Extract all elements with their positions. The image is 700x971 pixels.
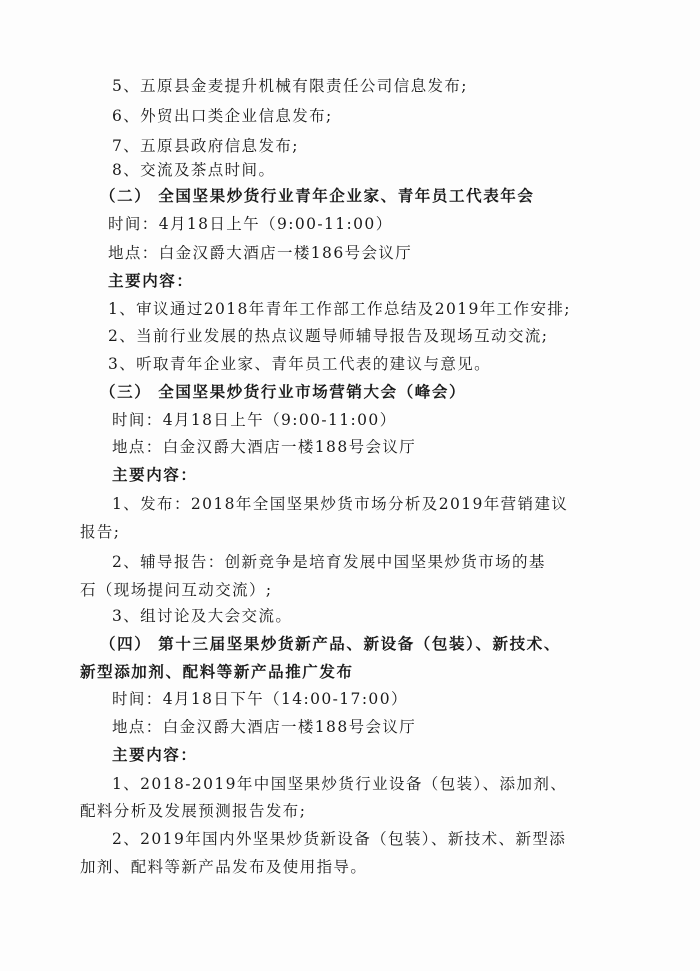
section-3-item-2: 2、辅导报告：创新竞争是培育发展中国坚果炒货市场的基	[112, 553, 546, 571]
section-3-item-2-cont: 石（现场提问互动交流）;	[80, 581, 273, 599]
agenda-item-8: 8、交流及茶点时间。	[112, 161, 276, 179]
agenda-item-7: 7、五原县政府信息发布;	[112, 137, 299, 155]
section-4-item-2-cont: 加剂、配料等新产品发布及使用指导。	[80, 858, 368, 876]
section-4-location: 地点：白金汉爵大酒店一楼188号会议厅	[112, 718, 417, 736]
section-3-content-label: 主要内容：	[112, 465, 198, 484]
section-2-item-3: 3、听取青年企业家、青年员工代表的建议与意见。	[108, 355, 492, 373]
section-2-item-2: 2、当前行业发展的热点议题导师辅导报告及现场互动交流;	[108, 327, 549, 345]
section-4-time: 时间：4月18日下午（14:00-17:00）	[112, 690, 408, 708]
section-3-item-1: 1、发布：2018年全国坚果炒货市场分析及2019年营销建议	[112, 495, 569, 513]
section-2-location: 地点：白金汉爵大酒店一楼186号会议厅	[108, 244, 413, 262]
section-3-heading: （三） 全国坚果炒货行业市场营销大会（峰会）	[100, 382, 467, 401]
section-3-location: 地点：白金汉爵大酒店一楼188号会议厅	[112, 438, 417, 456]
section-3-item-1-cont: 报告;	[80, 523, 121, 541]
section-4-heading: （四） 第十三届坚果炒货新产品、新设备（包装）、新技术、	[100, 634, 561, 653]
agenda-item-5: 5、五原县金麦提升机械有限责任公司信息发布;	[112, 77, 468, 95]
section-4-content-label: 主要内容：	[112, 745, 198, 764]
section-2-item-1: 1、审议通过2018年青年工作部工作总结及2019年工作安排;	[108, 300, 571, 318]
section-4-item-1: 1、2018-2019年中国坚果炒货行业设备（包装）、添加剂、	[112, 775, 568, 793]
section-3-item-3: 3、组讨论及大会交流。	[112, 607, 293, 625]
section-2-content-label: 主要内容：	[108, 271, 194, 290]
agenda-item-6: 6、外贸出口类企业信息发布;	[112, 107, 333, 125]
section-2-heading: （二） 全国坚果炒货行业青年企业家、青年员工代表年会	[100, 186, 535, 205]
section-3-time: 时间：4月18日上午（9:00-11:00）	[112, 411, 397, 429]
section-4-heading-cont: 新型添加剂、配料等新产品推广发布	[80, 662, 354, 681]
section-4-item-2: 2、2019年国内外坚果炒货新设备（包装）、新技术、新型添	[112, 830, 567, 848]
section-2-time: 时间：4月18日上午（9:00-11:00）	[108, 215, 393, 233]
section-4-item-1-cont: 配料分析及发展预测报告发布;	[80, 802, 307, 820]
